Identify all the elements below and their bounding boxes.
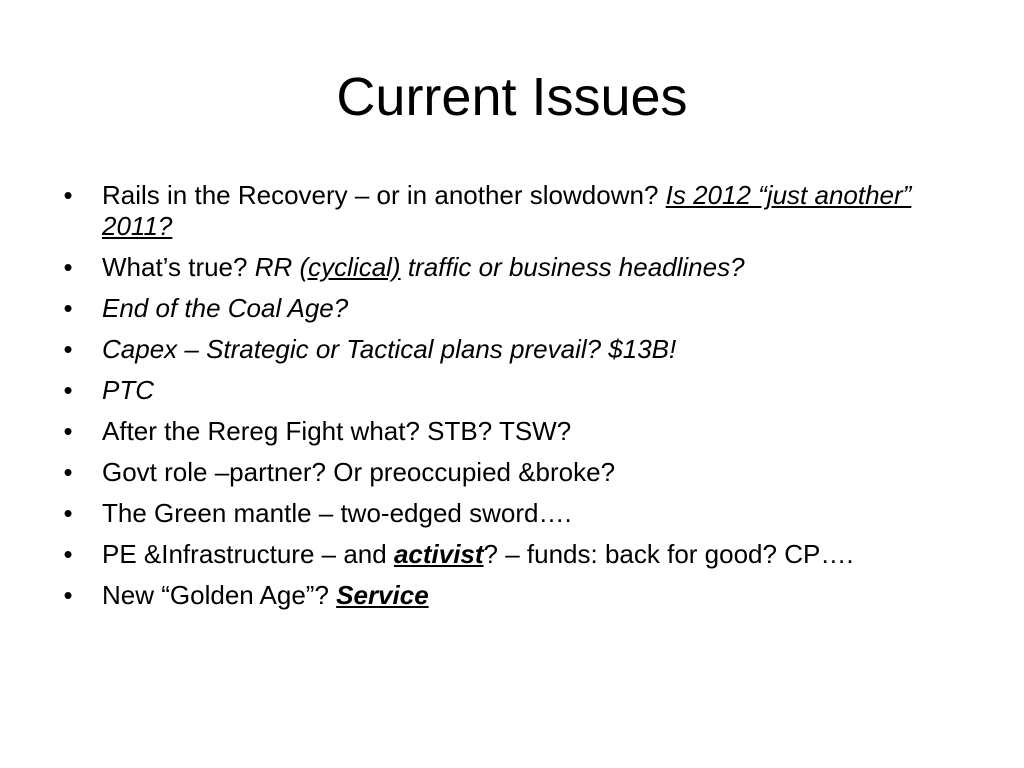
bullet-text: [102, 180, 911, 241]
bullet-text: [102, 580, 429, 610]
bullet-text-segment: Service: [336, 580, 429, 610]
bullet-text-segment: Capex – Strategic or Tactical plans prevail? $13B!: [102, 334, 677, 364]
bullet-dot-icon: •: [63, 334, 73, 364]
bullet-text: [102, 375, 154, 405]
bullet-dot-icon: •: [63, 416, 73, 446]
bullet-text-segment: RR: [254, 252, 300, 282]
bullet-item: [58, 539, 968, 570]
bullet-text: [102, 498, 572, 528]
bullet-text-segment: The Green mantle – two-edged sword….: [102, 498, 572, 528]
bullet-item: [58, 334, 968, 365]
bullet-text-segment: ? – funds: back for good? CP….: [483, 539, 854, 569]
bullet-dot-icon: •: [63, 498, 73, 528]
bullet-dot-icon: •: [63, 293, 73, 323]
bullet-item: [58, 498, 968, 529]
bullet-text-segment: PTC: [102, 375, 154, 405]
bullet-item: [58, 416, 968, 447]
bullet-item: [58, 252, 968, 283]
bullet-text-segment: traffic or business headlines?: [400, 252, 745, 282]
bullet-dot-icon: •: [63, 180, 73, 210]
bullet-text-segment: New “Golden Age”?: [102, 580, 337, 610]
bullet-text-segment: End of the Coal Age?: [102, 293, 349, 323]
bullet-text: [102, 252, 745, 282]
bullet-text: [102, 334, 676, 364]
bullet-dot-icon: •: [63, 539, 73, 569]
bullet-item: [58, 375, 968, 406]
bullet-text-segment: Govt role –partner? Or preoccupied &broke?: [102, 457, 616, 487]
bullet-text: [102, 293, 348, 323]
bullet-text-segment: (cyclical): [299, 252, 401, 282]
bullet-item: [58, 457, 968, 488]
bullet-text-segment: Rails in the Recovery – or in another slowdown?: [102, 180, 666, 210]
bullet-item: [58, 293, 968, 324]
bullet-dot-icon: •: [63, 375, 73, 405]
bullet-dot-icon: •: [63, 252, 73, 282]
bullet-item: [58, 180, 968, 242]
bullet-list: [58, 180, 968, 621]
bullet-text-segment: What’s true?: [102, 252, 255, 282]
bullet-text-segment: Is 2012 “just another” 2011?: [102, 180, 912, 241]
bullet-item: [58, 580, 968, 611]
bullet-text-segment: PE &Infrastructure – and: [102, 539, 394, 569]
bullet-dot-icon: •: [63, 580, 73, 610]
bullet-text: [102, 539, 854, 569]
bullet-text-segment: After the Rereg Fight what? STB? TSW?: [102, 416, 572, 446]
slide-title: Current Issues: [336, 67, 688, 127]
bullet-text: [102, 457, 615, 487]
bullet-dot-icon: •: [63, 457, 73, 487]
bullet-text-segment: activist: [393, 539, 484, 569]
bullet-text: [102, 416, 571, 446]
